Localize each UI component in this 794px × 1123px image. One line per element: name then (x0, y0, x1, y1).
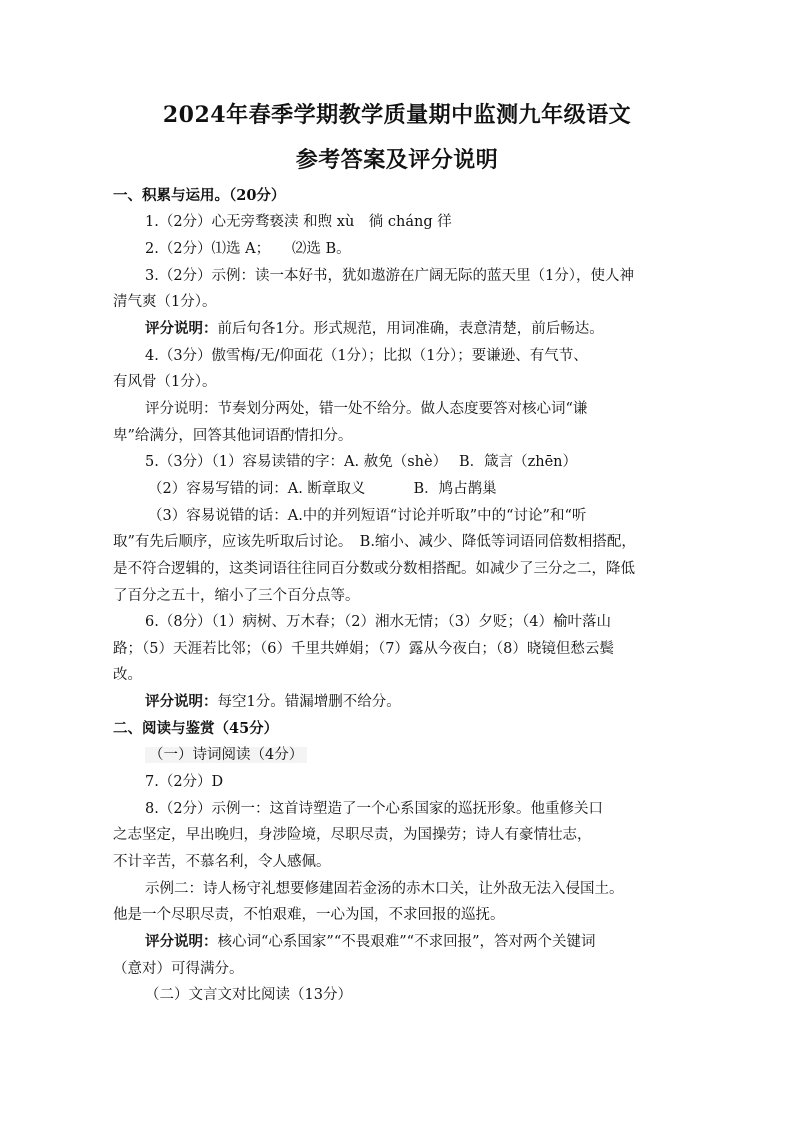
answer-q2: 2.（2分）⑴选 A； ⑵选 B。 (145, 241, 351, 257)
scoring-note-q8 (145, 932, 595, 952)
section-heading-2: 二、阅读与鉴赏（45分） (113, 720, 279, 737)
document-title: 2024年春季学期教学质量期中监测九年级语文 (162, 102, 632, 128)
scoring-note-q3 (145, 319, 604, 339)
answer-q5-line6: 了百分之五十，缩小了三个百分点等。 (113, 588, 360, 604)
answer-q5-line4: 取”有先后顺序，应该先听取后讨论。 B.缩小、减少、降低等词语同倍数相搭配， (113, 534, 636, 550)
document-subtitle: 参考答案及评分说明 (295, 147, 499, 173)
subsection-classical-reading: （二）文言文对比阅读（13分） (145, 987, 352, 1003)
answer-q8-line3: 不计辛苦，不慕名利，令人感佩。 (113, 854, 331, 870)
answer-q4-line1: 4.（3分）傲雪梅/无/仰面花（1分）；比拟（1分）；要谦逊、有气节、 (145, 348, 588, 364)
answer-q6-line2: 路；（5）天涯若比邻；（6）千里共婵娟；（7）露从今夜白；（8）晓镜但愁云鬓 (113, 641, 614, 657)
answer-q5-line5: 是不符合逻辑的，这类词语往往同百分数或分数相搭配。如减少了三分之二，降低 (113, 561, 635, 577)
answer-q3-line2: 清气爽（1分）。 (113, 294, 217, 310)
answer-q7: 7.（2分）D (145, 774, 224, 790)
answer-q8-example2-line2: 他是一个尽职尽责，不怕艰难，一心为国，不求回报的巡抚。 (113, 907, 505, 923)
scoring-note-text: 前后句各1分。形式规范，用词准确，表意清楚，前后畅达。 (217, 321, 604, 337)
answer-q6-line1: 6.（8分）（1）病树、万木春；（2）湘水无情；（3）夕贬；（4）榆叶落山 (145, 614, 611, 630)
scoring-note-text: 每空1分。错漏增删不给分。 (217, 694, 401, 710)
scoring-note-text: 核心词“心系国家”“不畏艰难”“不求回报”，答对两个关键词 (217, 934, 596, 950)
answer-q3-line1: 3.（2分）示例：读一本好书，犹如遨游在广阔无际的蓝天里（1分），使人神 (145, 268, 635, 284)
scoring-note-q4-line2: 卑”给满分，回答其他词语酌情扣分。 (113, 428, 353, 444)
answer-q8-example2-line1: 示例二：诗人杨守礼想要修建固若金汤的赤木口关，让外敌无法入侵国土。 (145, 881, 624, 897)
answer-q6-line3: 改。 (113, 667, 142, 683)
scoring-note-q8-line2: （意对）可得满分。 (113, 961, 244, 977)
subsection-label: （一）诗词阅读（4分） (145, 747, 307, 763)
answer-q1: 1.（2分）心无旁骛亵渎 和煦 xù 徜 cháng 徉 (145, 214, 452, 230)
answer-q4-line2: 有风骨（1分）。 (113, 374, 217, 390)
scoring-note-label: 评分说明： (145, 693, 218, 710)
scoring-note-label: 评分说明： (145, 933, 218, 950)
answer-q8-line1: 8.（2分）示例一：这首诗塑造了一个心系国家的巡抚形象。他重修关口 (145, 801, 604, 817)
scoring-note-label: 评分说明： (145, 320, 218, 337)
answer-q5-line1: 5.（3分）（1）容易读错的字：A. 赦免（shè） B．箴言（zhēn） (145, 454, 577, 470)
subsection-poetry-reading (145, 745, 307, 765)
scoring-note-q6 (145, 692, 401, 712)
answer-q8-line2: 之志坚定，早出晚归，身涉险境，尽职尽责，为国操劳；诗人有豪情壮志， (113, 827, 592, 843)
scoring-note-q4-line1: 评分说明：节奏划分两处，错一处不给分。做人态度要答对核心词“谦 (145, 401, 588, 417)
answer-q5-line3: （3）容易说错的话：A.中的并列短语“讨论并听取”中的“讨论”和“听 (148, 508, 587, 524)
section-heading-1: 一、积累与运用。（20分） (113, 187, 286, 204)
answer-q5-line2: （2）容易写错的词：A. 断章取义 B．鸠占鹊巢 (148, 481, 497, 497)
